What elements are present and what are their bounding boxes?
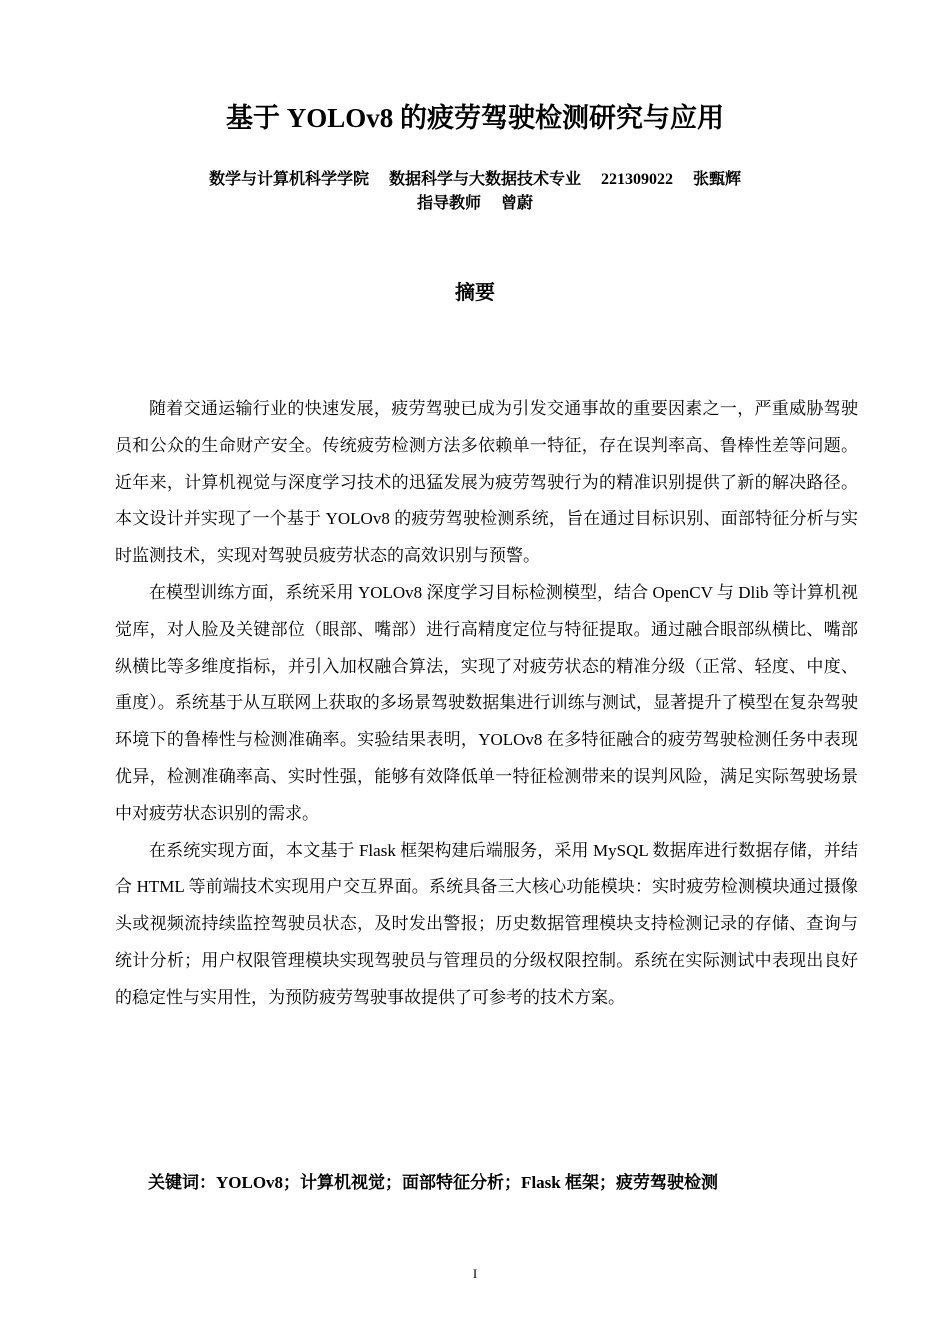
author-info-line [0, 168, 950, 192]
advisor-line [0, 192, 950, 216]
abstract-paragraph: 在系统实现方面，本文基于 Flask 框架构建后端服务，采用 MySQL 数据库进行数据存储，并结合 HTML 等前端技术实现用户交互界面。系统具备三大核心功能模块：实时疲劳检测模块通过摄像头或视频流持续监控驾驶员状态，及时发出警报；历史数据管理模块支持检测记录的存储、查询与统计分析；用户权限管理模块实现驾驶员与管理员的分级权限控制。系统在实际测试中表现出良好的稳定性与实用性，为预防疲劳驾驶事故提供了可参考的技术方案。 [115, 840, 858, 1007]
student-name: 张甄辉 [693, 171, 742, 188]
abstract-heading: 摘要 [455, 280, 495, 304]
page-number: I [472, 1266, 478, 1281]
abstract-body [115, 391, 858, 1017]
abstract-paragraph: 在模型训练方面，系统采用 YOLOv8 深度学习目标检测模型，结合 OpenCV 与 Dlib 等计算机视觉库，对人脸及关键部位（眼部、嘴部）进行高精度定位与特征提取。通过融合眼部纵横比、嘴部纵横比等多维度指标，并引入加权融合算法，实现了对疲劳状态的精准分级（正常、轻度、中度、重度）。系统基于从互联网上获取的多场景驾驶数据集进行训练与测试，显著提升了模型在复杂驾驶环境下的鲁棒性与检测准确率。实验结果表明，YOLOv8 在多特征融合的疲劳驾驶检测任务中表现优异，检测准确率高、实时性强，能够有效降低单一特征检测带来的误判风险，满足实际驾驶场景中对疲劳状态识别的需求。 [115, 582, 858, 823]
thesis-title: 基于 YOLOv8 的疲劳驾驶检测研究与应用 [225, 103, 724, 133]
advisor-label: 指导教师 [416, 195, 481, 212]
major-name: 数据科学与大数据技术专业 [388, 171, 581, 188]
keywords-line: 关键词：YOLOv8；计算机视觉；面部特征分析；Flask 框架；疲劳驾驶检测 [148, 1173, 718, 1192]
abstract-paragraph: 随着交通运输行业的快速发展，疲劳驾驶已成为引发交通事故的重要因素之一，严重威胁驾驶员和公众的生命财产安全。传统疲劳检测方法多依赖单一特征，存在误判率高、鲁棒性差等问题。近年来，计算机视觉与深度学习技术的迅猛发展为疲劳驾驶行为的精准识别提供了新的解决路径。本文设计并实现了一个基于 YOLOv8 的疲劳驾驶检测系统，旨在通过目标识别、面部特征分析与实时监测技术，实现对驾驶员疲劳状态的高效识别与预警。 [115, 399, 858, 566]
college-name: 数学与计算机科学学院 [208, 171, 369, 188]
student-id: 221309022 [601, 171, 673, 188]
advisor-name: 曾蔚 [501, 195, 534, 212]
